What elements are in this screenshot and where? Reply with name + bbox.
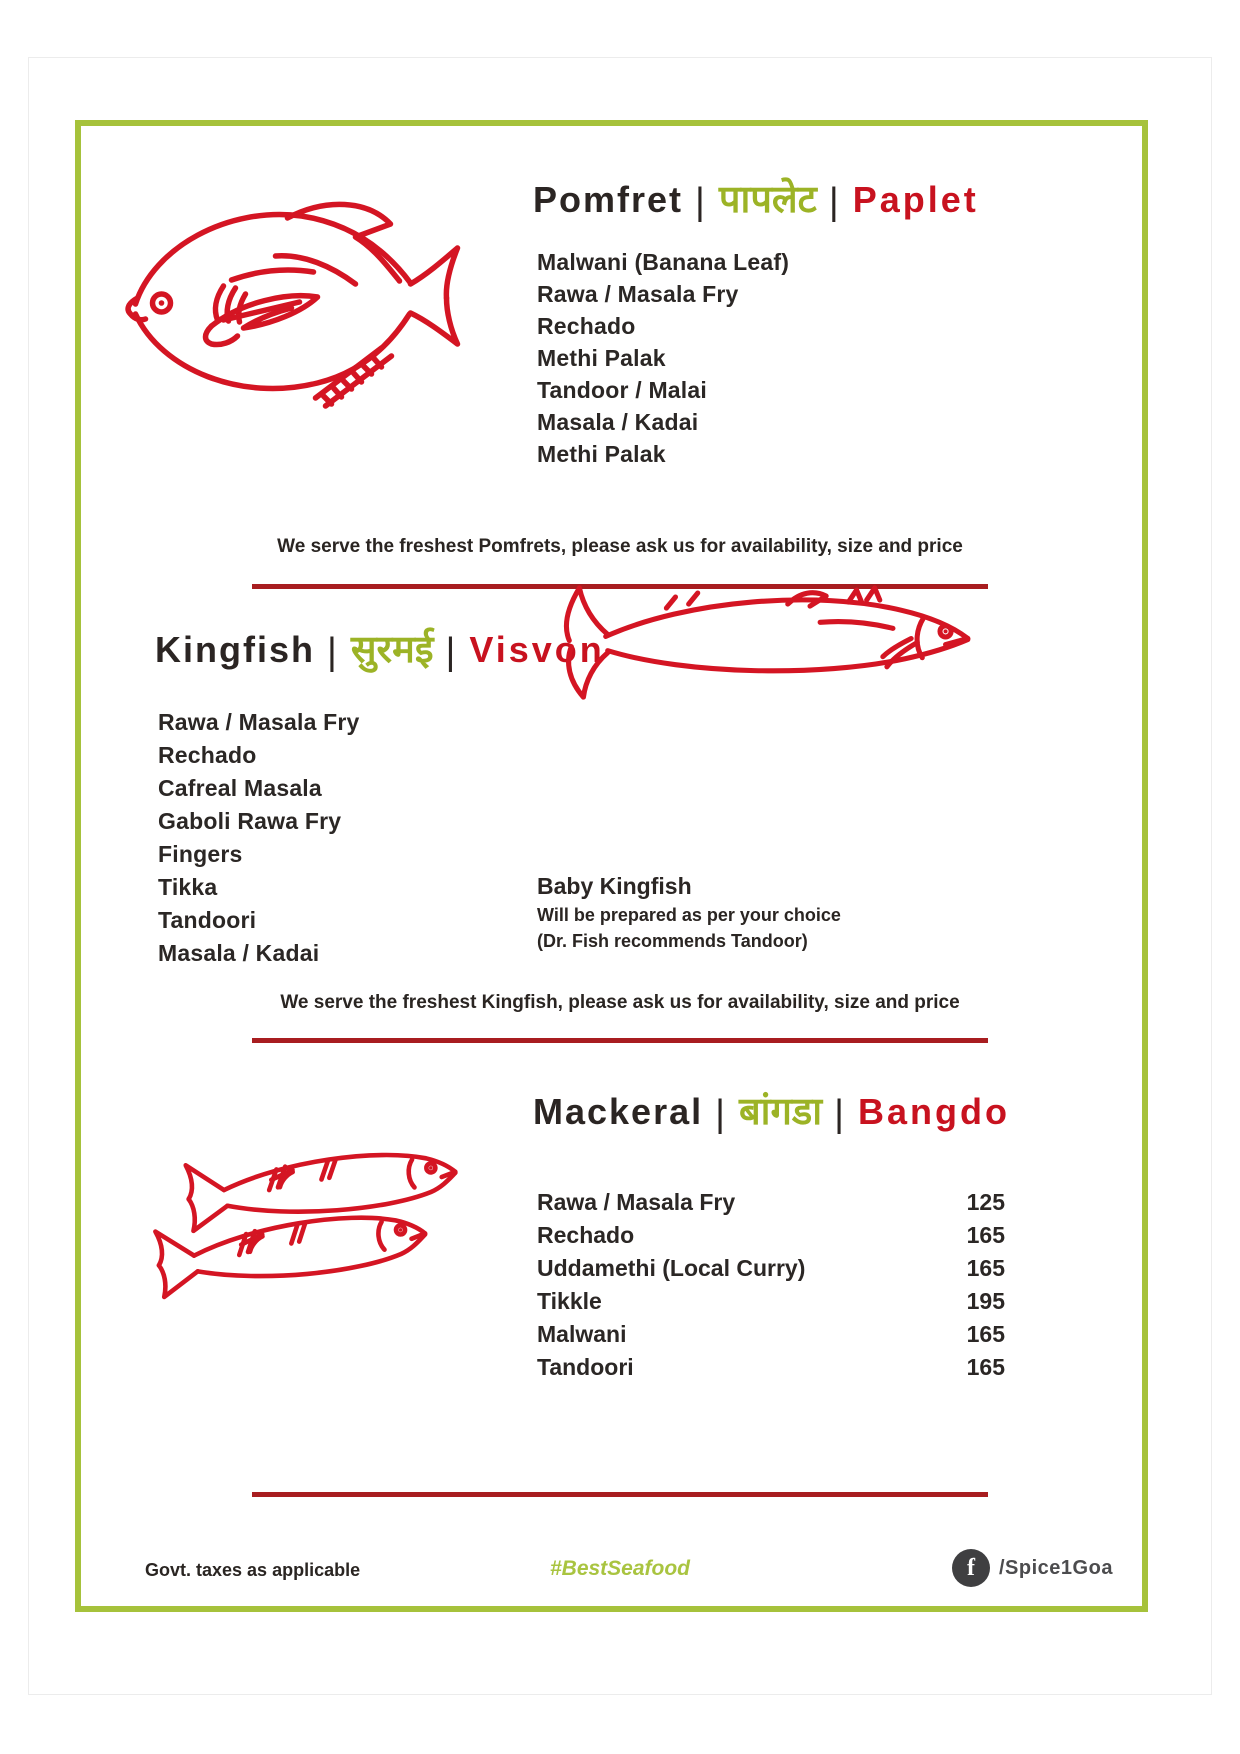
menu-item: Malwani [537,1321,627,1347]
menu-item-row [537,1186,1005,1219]
facebook-handle: /Spice1Goa [999,1556,1113,1579]
section-title-pomfret [533,172,979,224]
mackeral-title-english: Mackeral [533,1091,704,1132]
menu-item: Cafreal Masala [158,775,322,801]
item-price: 165 [966,1354,1005,1380]
baby-kingfish-line1: Will be prepared as per your choice [537,905,841,925]
menu-item-row [537,1318,1005,1351]
kingfish-title-devanagari: सुरमई [350,629,434,671]
kingfish-fish-illustration [545,572,985,707]
title-separator: | [828,181,841,223]
mackeral-title-devanagari: बांगडा [738,1091,823,1133]
menu-item-row [537,1351,1005,1384]
title-separator: | [326,631,339,673]
mackeral-item-list [537,1186,1005,1384]
pomfret-title-devanagari: पापलेट [718,179,817,221]
menu-item: Masala / Kadai [158,940,320,966]
title-separator: | [445,631,458,673]
facebook-icon: f [952,1549,990,1587]
item-price: 195 [966,1288,1005,1314]
kingfish-item-list [158,706,360,970]
baby-kingfish-line2: (Dr. Fish recommends Tandoor) [537,931,808,951]
menu-item: Rechado [158,742,257,768]
section-divider-rule [252,1492,988,1497]
mackeral-title-konkani: Bangdo [857,1091,1010,1132]
menu-item: Tikkle [537,1288,602,1314]
title-separator: | [695,181,707,223]
menu-item: Methi Palak [537,441,666,467]
pomfret-fish-illustration [118,186,466,414]
pomfret-availability-note: We serve the freshest Pomfrets, please ask us for availability, size and price [277,536,963,557]
kingfish-title-konkani: Visvon [469,629,605,670]
menu-item: Tikka [158,874,218,900]
menu-item: Tandoori [158,907,257,933]
kingfish-availability-note: We serve the freshest Kingfish, please ask us for availability, size and price [280,992,960,1013]
menu-item: Rechado [537,313,636,339]
menu-item: Rechado [537,1222,635,1248]
item-price: 165 [966,1321,1005,1347]
pomfret-title-konkani: Paplet [852,179,979,220]
title-separator: | [715,1093,727,1135]
title-separator: | [834,1093,846,1135]
kingfish-title-english: Kingfish [155,629,315,670]
social-link [952,1549,1113,1587]
menu-item: Methi Palak [537,345,666,371]
menu-item: Fingers [158,841,243,867]
menu-item: Tandoor / Malai [537,377,707,403]
menu-item: Tandoori [537,1354,634,1380]
section-divider-rule [252,1038,988,1043]
section-title-mackeral [533,1084,1010,1136]
pomfret-item-list [537,246,789,470]
item-price: 165 [966,1255,1005,1281]
baby-kingfish-name: Baby Kingfish [537,873,692,899]
menu-item: Masala / Kadai [537,409,699,435]
pomfret-title-english: Pomfret [533,179,684,220]
item-price: 165 [966,1222,1005,1248]
tax-note: Govt. taxes as applicable [145,1560,361,1580]
menu-item: Malwani (Banana Leaf) [537,249,790,275]
menu-item-row [537,1219,1005,1252]
menu-item-row [537,1285,1005,1318]
menu-item: Uddamethi (Local Curry) [537,1255,806,1281]
menu-item: Gaboli Rawa Fry [158,808,342,834]
menu-item: Rawa / Masala Fry [537,281,739,307]
baby-kingfish-block [537,870,841,954]
menu-item: Rawa / Masala Fry [537,1189,736,1215]
item-price: 125 [966,1189,1005,1215]
mackerel-pair-illustration [132,1148,477,1318]
hashtag-best-seafood: #BestSeafood [549,1557,691,1580]
section-title-kingfish [155,622,605,674]
menu-item-row [537,1252,1005,1285]
menu-item: Rawa / Masala Fry [158,709,360,735]
